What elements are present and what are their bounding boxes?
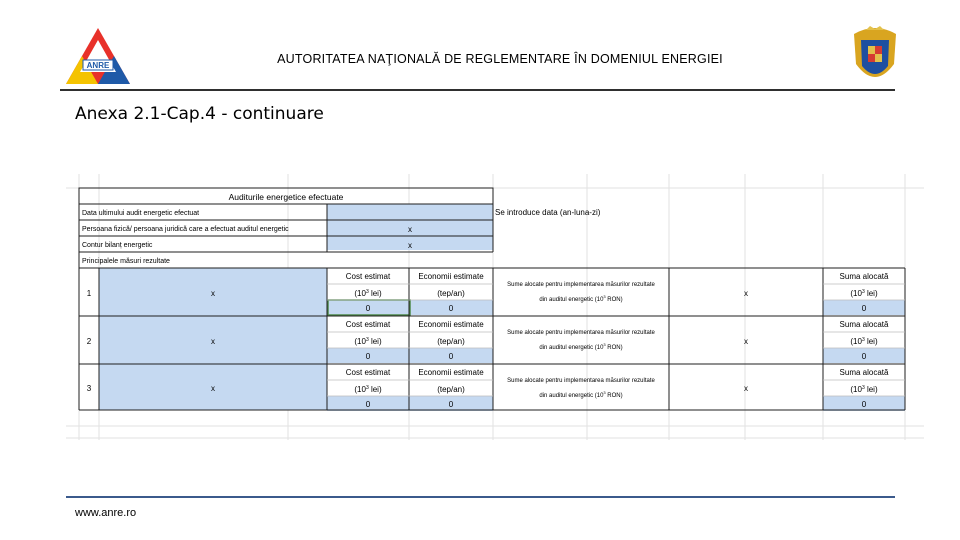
header-title: AUTORITATEA NAŢIONALĂ DE REGLEMENTARE ÎN DOMENIUL ENERGIEI [277, 52, 723, 66]
annex-title: Anexa 2.1-Cap.4 - continuare [75, 104, 324, 124]
measure-number: 3 [86, 384, 92, 393]
alloc-value: 0 [861, 304, 867, 313]
sums-value: x [744, 289, 748, 298]
sums-text-line2: din auditul energetic ($10^3$ RON) [539, 342, 623, 351]
alloc-value: 0 [861, 400, 867, 409]
spreadsheet-snapshot [66, 174, 924, 440]
savings-value: 0 [448, 352, 454, 361]
measure-number: 2 [86, 337, 92, 346]
measure-name: x [211, 337, 215, 346]
savings-label: Economii estimate [418, 368, 484, 377]
coat-of-arms-icon [848, 24, 902, 90]
savings-unit: (tep/an) [437, 385, 465, 394]
savings-unit: (tep/an) [437, 289, 465, 298]
sums-text-line2: din auditul energetic ($10^3$ RON) [539, 390, 623, 399]
savings-label: Economii estimate [418, 320, 484, 329]
alloc-label: Suma alocată [839, 368, 889, 377]
footer-url: www.anre.ro [75, 507, 137, 519]
cost-unit: ($10^3$ lei) [354, 289, 382, 298]
header-divider [60, 89, 895, 91]
savings-value: 0 [448, 400, 454, 409]
sums-text-line2: din auditul energetic ($10^3$ RON) [539, 294, 623, 303]
row-note-audit-date: Se introduce data (an-luna-zi) [495, 208, 601, 217]
sums-value: x [744, 384, 748, 393]
savings-value: 0 [448, 304, 454, 313]
cost-value: 0 [365, 352, 371, 361]
alloc-unit: ($10^3$ lei) [850, 337, 878, 346]
alloc-value: 0 [861, 352, 867, 361]
footer-divider [66, 496, 895, 498]
alloc-unit: ($10^3$ lei) [850, 289, 878, 298]
cost-value: 0 [365, 304, 371, 313]
row-value-auditor: x [408, 225, 412, 234]
cost-label: Cost estimat [345, 272, 391, 281]
measure-name: x [211, 289, 215, 298]
measures-label: Principalele măsuri rezultate [82, 258, 170, 265]
cost-label: Cost estimat [345, 368, 391, 377]
alloc-label: Suma alocată [839, 272, 889, 281]
sums-text-line1: Sume alocate pentru implementarea măsurilor rezultate [507, 282, 655, 288]
sums-text-line1: Sume alocate pentru implementarea măsurilor rezultate [507, 330, 655, 336]
sums-value: x [744, 337, 748, 346]
savings-label: Economii estimate [418, 272, 484, 281]
measure-number: 1 [86, 289, 92, 298]
anre-logo [64, 26, 132, 88]
cost-unit: ($10^3$ lei) [354, 385, 382, 394]
row-label-audit-date: Data ultimului audit energetic efectuat [82, 210, 200, 217]
row-label-auditor: Persoana fizică/ persoana juridică care a efectuat auditul energetic [82, 226, 289, 233]
alloc-label: Suma alocată [839, 320, 889, 329]
table-header: Auditurile energetice efectuate [228, 192, 344, 202]
row-value-energy-contour: x [408, 241, 412, 250]
alloc-unit: ($10^3$ lei) [850, 385, 878, 394]
measure-name: x [211, 384, 215, 393]
cost-label: Cost estimat [345, 320, 391, 329]
logo-text: ANRE [86, 61, 110, 70]
sums-text-line1: Sume alocate pentru implementarea măsurilor rezultate [507, 378, 655, 384]
savings-unit: (tep/an) [437, 337, 465, 346]
cost-value: 0 [365, 400, 371, 409]
row-label-energy-contour: Contur bilanț energetic [82, 242, 153, 249]
cost-unit: ($10^3$ lei) [354, 337, 382, 346]
